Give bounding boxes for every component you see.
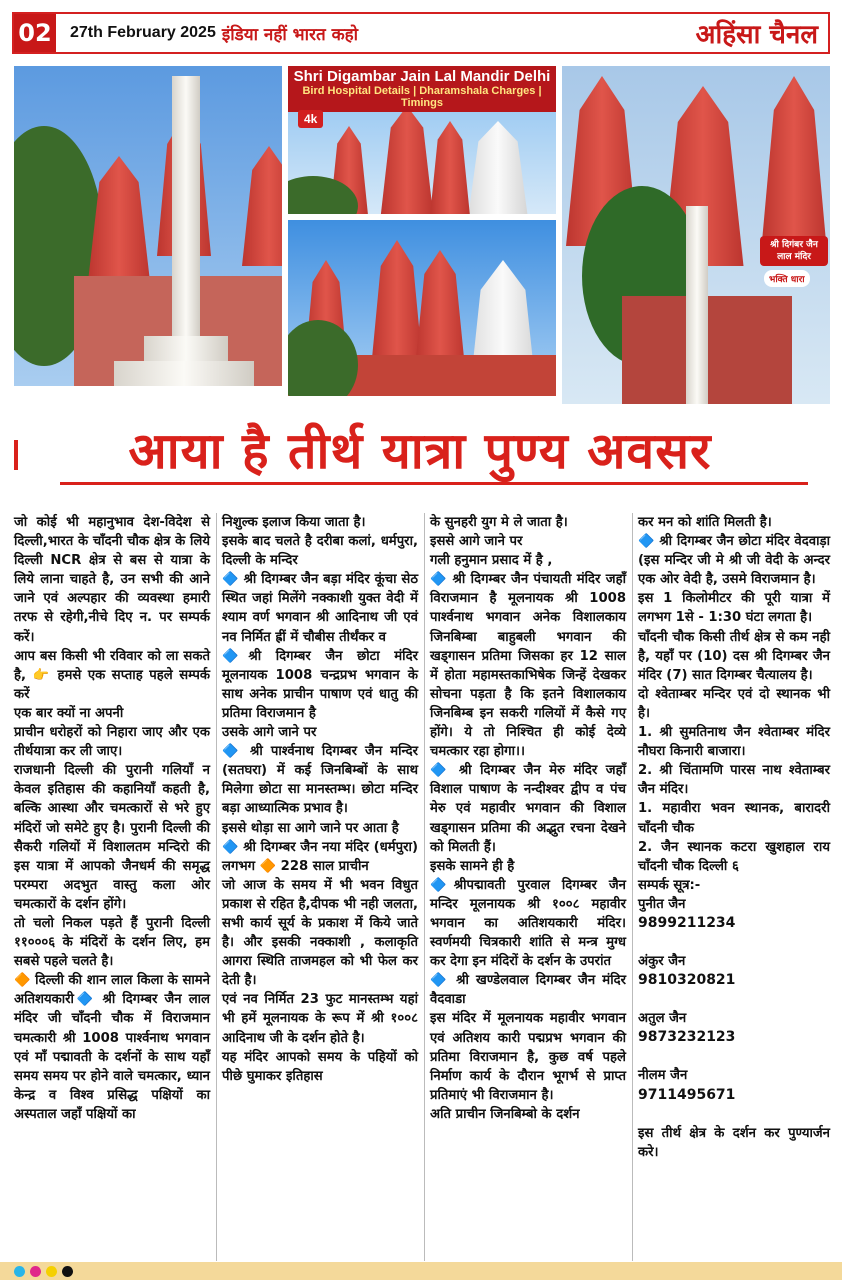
paragraph: 2. जैन स्थानक कटरा खुशहाल राय चाँदनी चौक दिल्ली ६ — [638, 839, 830, 874]
channel-logo: भक्ति धारा — [764, 270, 810, 287]
paragraph: यह मंदिर आपको समय के पहियों को पीछे घुमाकर इतिहास — [222, 1049, 418, 1084]
paragraph: अति प्राचीन जिनबिम्बो के दर्शन — [430, 1106, 580, 1122]
paragraph: इस मंदिर में मूलनायक महावीर भगवान एवं अतिशय कारी पद्मप्रभ भगवान की प्रतिमा विराजमान है, कुछ वर्ष पहले निर्माण कार्य के दौरान भूगर्भ से प्राप्त प्रतिमाएं भी विराजमान है। — [430, 1011, 626, 1103]
temple-name-label: श्री दिगंबर जैन लाल मंदिर — [760, 236, 828, 266]
paragraph: जो आज के समय में भी भवन विधुत प्रकाश से रहित है,दीपक भी नही जलता, सभी कार्य सूर्य के प्रकाश में किये जाते है। और इसकी नक्काशी , कलाकृति आगरा स्थिति ताजमहल को भी फेल कर देती है। — [222, 877, 418, 989]
paragraph: आप बस किसी भी रविवार को ला सकते है, 👉 हमसे एक सप्ताह पहले सम्पर्क करें — [14, 648, 210, 702]
article-column-3 — [430, 513, 626, 1124]
paragraph: इस 1 किलोमीटर की पूरी यात्रा में लगभग 1से - 1:30 घंटा लगता है। — [638, 591, 830, 626]
contact-heading: सम्पर्क सूत्र:- — [638, 877, 701, 893]
brand-name: अहिंसा चैनल — [695, 20, 818, 50]
color-dot-cyan — [14, 1266, 25, 1277]
paragraph: 2. श्री चिंतामणि पारस नाथ श्वेताम्बर जैन मंदिर। — [638, 763, 830, 798]
contact-name: अतुल जैन — [638, 1011, 687, 1027]
paragraph: 1. श्री सुमतिनाथ जैन श्वेताम्बर मंदिर नौघरा किनारी बाजारा। — [638, 725, 830, 760]
article-column-1 — [14, 513, 210, 1124]
paragraph: उसके आगे जाने पर — [222, 725, 317, 741]
paragraph: एवं नव निर्मित 23 फुट मानस्तम्भ यहां भी हमें मूलनायक के रूप में श्री १००८ आदिनाथ जी के दर्शन होते है। — [222, 992, 418, 1046]
paragraph: निशुल्क इलाज किया जाता है। — [222, 515, 366, 530]
paragraph: चाँदनी चौक किसी तीर्थ क्षेत्र से कम नही है, यहाँ पर (10) दस श्री दिगम्बर जैन मंदिर (7) सात दिगम्बर चैत्यालय है। — [638, 629, 830, 683]
issue-date: 27th February 2025 — [70, 24, 216, 41]
temple-photo-middle — [288, 220, 556, 396]
header-tagline: इंडिया नहीं भारत कहो — [221, 24, 359, 45]
video-banner — [288, 66, 556, 112]
contact-name: नीलम जैन — [638, 1068, 688, 1084]
page-header — [12, 12, 830, 54]
paragraph: राजधानी दिल्ली की पुरानी गलियाँ न केवल इतिहास की कहानियाँ कहती है, बल्कि आस्था और चमत्कारों से भरे हुए मंदिरों जो समेटे हुए है। पुरानी दिल्ली की सैकरी गलियों में विशालतम मन्दिरो की इस यात्रा में आपको जैनधर्म की समृद्ध परम्परा अदभुत वास्तु कला ओर चमत्कारों के दर्शन होंगे। — [14, 763, 210, 912]
article-column-4 — [638, 513, 830, 1162]
temple-photo-left — [14, 66, 282, 386]
paragraph: इससे आगे जाने पर — [430, 534, 523, 550]
paragraph: 🔷 श्री दिगम्बर जैन मेरु मंदिर जहाँ विशाल पाषाण के नन्दीश्वर द्वीप व पंच मेरु एवं महावीर भगवान की विशाल खड्गासन प्रतिमा की अद्भुत रचना देखने को मिलती हैं। — [430, 763, 626, 855]
column-divider — [632, 513, 633, 1261]
column-divider — [216, 513, 217, 1261]
contact-phone: 9810320821 — [638, 972, 736, 989]
paragraph: एक बार क्यों ना अपनी — [14, 705, 124, 721]
paragraph: 🔷 श्री खण्डेलवाल दिगम्बर जैन मंदिर वैदवाडा — [430, 973, 626, 1008]
column-divider — [424, 513, 425, 1261]
page-number: 02 — [14, 14, 56, 52]
banner-subtitle: Bird Hospital Details | Dharamshala Charges | Timings — [302, 85, 542, 109]
contact-phone: 9711495671 — [638, 1086, 736, 1103]
paragraph: इसके बाद चलते है दरीबा कलां, धर्मपुरा, दिल्ली के मन्दिर — [222, 534, 418, 569]
contact-name: अंकुर जैन — [638, 954, 686, 970]
page-footer-band — [0, 1262, 842, 1280]
paragraph: 🔷 श्री दिगम्बर जैन पंचायती मंदिर जहाँ विराजमान है मूलनायक श्री 1008 पार्श्वनाथ भगवान अनेक विशालकाय जिनबिम्बा बाहुबली भगवान की खड्गासन प्रतिमा जिसका हर 12 साल में होता महामस्तकाभिषेक जिन्हें देखकर सोचना पड़ता है कि इतने विशालकाय जिनबिम्ब इन सकरी गलियों में कैसे गए होंगे। ये तो निश्चित ही कोई देव्ये चमत्कार रहा होगा।। — [430, 572, 626, 760]
contact-phone: 9899211234 — [638, 914, 736, 931]
paragraph: 1. महावीरा भवन स्थानक, बारादरी चाँदनी चौक — [638, 801, 830, 836]
paragraph: 🔷 श्री दिगम्बर जैन छोटा मंदिर वेदवाड़ा (इस मन्दिर जी मे श्री जी वेदी के अन्दर एक ओर वेदी है, उसमे विराजमान है। — [638, 534, 830, 588]
paragraph: 🔷 श्री दिगम्बर जैन बड़ा मंदिर कूंचा सेठ स्थित जहां मिलेंगे नक्काशी युक्त वेदी में श्याम वर्ण भगवान श्री आदिनाथ जी एवं नव निर्मित ह्रीं में चौबीस तीर्थंकर व — [222, 572, 418, 645]
color-dot-magenta — [30, 1266, 41, 1277]
paragraph: जो कोई भी महानुभाव देश-विदेश से दिल्ली,भारत के चाँदनी चौक क्षेत्र के लिये दिल्ली NCR क्षेत्र से बस से यात्रा के लिये लाना चाहते है, उन सभी की आने जाने एवं अल्पहार की व्यवस्था हमारी तरफ से रहेगी,नीचे दिए न. पर सम्पर्क करें। — [14, 515, 210, 645]
paragraph: के सुनहरी युग मे ले जाता है। — [430, 515, 568, 530]
main-headline: आया है तीर्थ यात्रा पुण्य अवसर — [128, 422, 712, 480]
paragraph: इसके सामने ही है — [430, 858, 515, 874]
contact-name: पुनीत जैन — [638, 896, 686, 912]
paragraph: इससे थोड़ा सा आगे जाने पर आता है — [222, 820, 399, 836]
closing-line: इस तीर्थ क्षेत्र के दर्शन कर पुण्यार्जन करे। — [638, 1125, 830, 1160]
banner-title: Shri Digambar Jain Lal Mandir Delhi — [293, 68, 551, 85]
temple-photo-banner — [288, 66, 556, 214]
paragraph: 🔶 दिल्ली की शान लाल किला के सामने अतिशयकारी🔷 श्री दिगम्बर जैन लाल मंदिर जी चाँदनी चौक में विराजमान चमत्कारी श्री 1008 पार्श्वनाथ भगवान एवं माँ पद्मावती के दर्शनों के साथ यहाँ समय समय पर होने वाले चमत्कार, ध्यान केन्द्र व विश्व प्रसिद्ध पक्षियों का अस्पताल जहाँ पक्षियों का — [14, 973, 210, 1122]
paragraph: 🔷 श्री पार्श्वनाथ दिगम्बर जैन मन्दिर (सतघरा) में कई जिनबिम्बों के साथ मिलेगा छोटा सा मानस्तम्भ। छोटा मन्दिर बड़ा आध्यात्मिक प्रभाव है। — [222, 744, 418, 817]
headline-underline — [60, 482, 808, 485]
paragraph: कर मन को शांति मिलती है। — [638, 515, 772, 530]
paragraph: प्राचीन धरोहरों को निहारा जाए और एक तीर्थयात्रा कर ली जाए। — [14, 725, 210, 760]
color-dot-yellow — [46, 1266, 57, 1277]
article-column-2 — [222, 513, 418, 1086]
paragraph: 🔷श्रीपद्मावती पुरवाल दिगम्बर जैन मन्दिर मूलनायक श्री १००८ महावीर भगवान का अतिशयकारी मंदिर। स्वर्णमयी चित्रकारी शांति से मन्त्र मुग्ध कर देगा इन मंदिरों के दर्शन के उपरांत — [430, 877, 626, 970]
color-dot-black — [62, 1266, 73, 1277]
contact-phone: 9873232123 — [638, 1029, 736, 1046]
paragraph: दो श्वेताम्बर मन्दिर एवं दो स्थानक भी है। — [638, 686, 830, 721]
paragraph: तो चलो निकल पड़ते हैं पुरानी दिल्ली ११०००६ के मंदिरों के दर्शन लिए, हम सबसे पहले चलते है। — [14, 915, 210, 970]
paragraph: 🔷 श्री दिगम्बर जैन नया मंदिर (धर्मपुरा) लगभग 🔶 228 साल प्राचीन — [222, 839, 418, 874]
paragraph: 🔷श्री दिगम्बर जैन छोटा मंदिर मूलनायक 1008 चन्द्रप्रभ भगवान के साथ अनेक प्राचीन पाषाण एवं धातु की प्रतिमा विराजमान है — [222, 648, 418, 721]
quality-badge: 4k — [298, 110, 323, 128]
temple-photo-right — [562, 66, 830, 404]
paragraph: गली हनुमान प्रसाद में है , — [430, 553, 553, 569]
